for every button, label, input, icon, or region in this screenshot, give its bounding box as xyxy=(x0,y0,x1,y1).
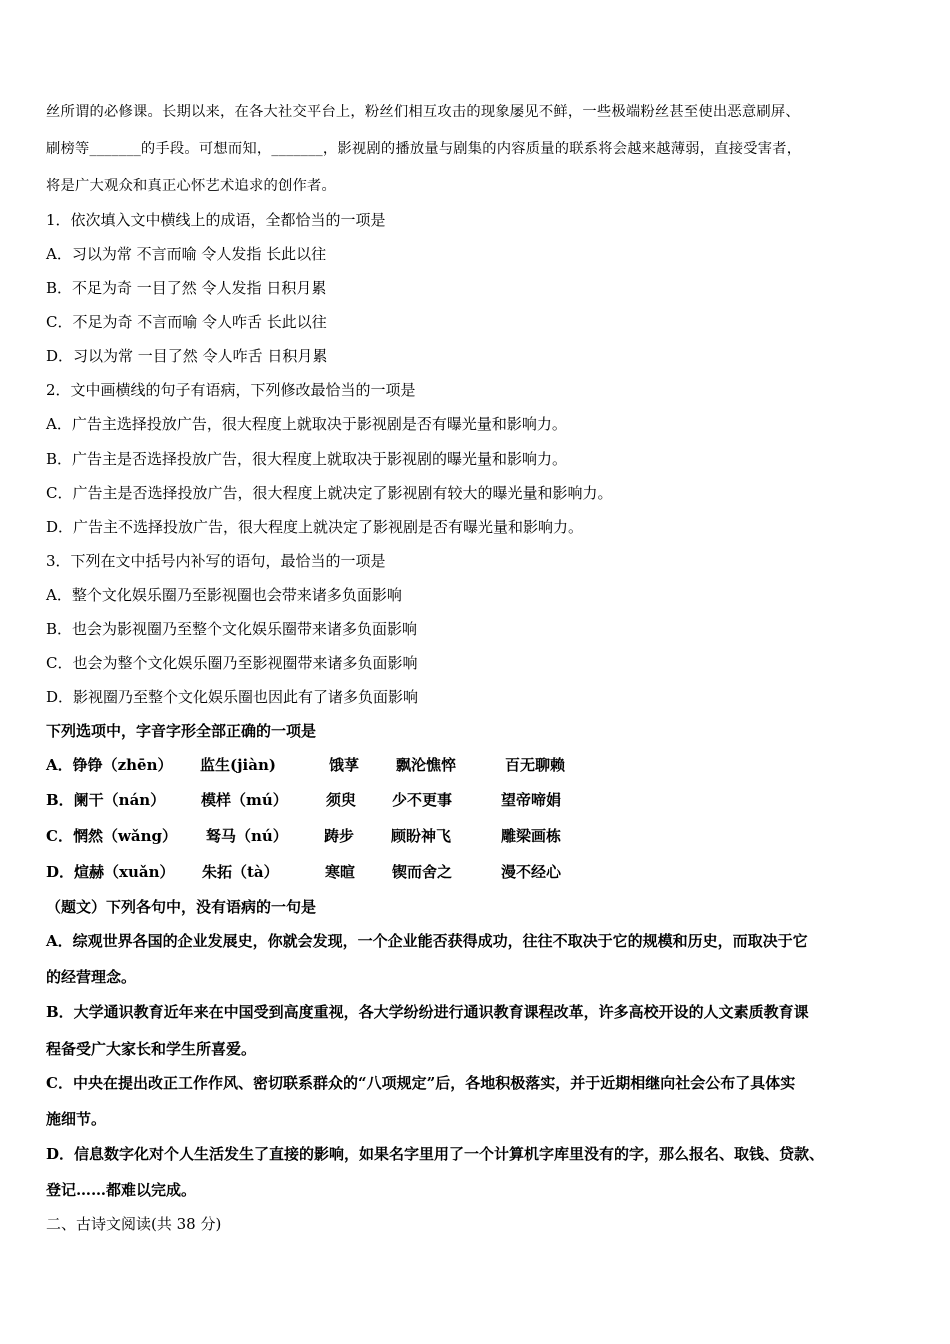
q3-option-a: A．整个文化娱乐圈乃至影视圈也会带来诸多负面影响 xyxy=(46,586,402,604)
q4-stem: 下列选项中，字音字形全部正确的一项是 xyxy=(46,722,317,740)
q5-option-b-line-1: B．大学通识教育近年来在中国受到高度重视，各大学纷纷进行通识教育课程改革，许多高校开设的人文素质教育课 xyxy=(46,1003,809,1021)
q4-b-item-3: 须臾 xyxy=(326,791,357,809)
q4-c-item-5: 雕梁画栋 xyxy=(501,827,562,845)
q4-d-item-3: 寒暄 xyxy=(325,863,356,881)
q4-b-item-1: B．阑干（nán） xyxy=(46,791,166,809)
passage-line-3: 将是广大观众和真正心怀艺术追求的创作者。 xyxy=(46,178,336,194)
passage-line-2: 刷榜等_______的手段。可想而知，_______，影视剧的播放量与剧集的内容质量的联系将会越来越薄弱，直接受害者， xyxy=(46,141,802,157)
q4-a-item-2: 监生(jiàn) xyxy=(200,756,276,774)
q4-c-item-2: 驽马（nú） xyxy=(206,827,288,845)
q4-d-item-4: 锲而舍之 xyxy=(392,863,453,881)
q1-option-b: B．不足为奇 一目了然 令人发指 日积月累 xyxy=(46,279,327,297)
q5-option-c-line-1: C．中央在提出改正工作作风、密切联系群众的“八项规定”后，各地积极落实，并于近期相继向社会公布了具体实 xyxy=(46,1074,796,1092)
q4-b-item-5: 望帝啼娟 xyxy=(501,791,562,809)
passage-line-1: 丝所谓的必修课。长期以来，在各大社交平台上，粉丝们相互攻击的现象屡见不鲜，一些极端粉丝甚至使出恶意刷屏、 xyxy=(46,104,800,120)
q1-option-c: C．不足为奇 不言而喻 令人咋舌 长此以往 xyxy=(46,313,327,331)
q4-c-item-1: C．惘然（wǎng） xyxy=(46,827,177,845)
q5-option-b-line-2: 程备受广大家长和学生所喜爱。 xyxy=(46,1040,257,1058)
q4-d-item-5: 漫不经心 xyxy=(501,863,562,881)
q2-option-c: C．广告主是否选择投放广告，很大程度上就决定了影视剧有较大的曝光量和影响力。 xyxy=(46,484,613,502)
q5-option-d-line-1: D．信息数字化对个人生活发生了直接的影响，如果名字里用了一个计算机字库里没有的字，那么报名、取钱、贷款、 xyxy=(46,1145,825,1163)
q5-option-c-line-2: 施细节。 xyxy=(46,1110,107,1128)
q2-option-d: D．广告主不选择投放广告，很大程度上就决定了影视剧是否有曝光量和影响力。 xyxy=(46,518,584,536)
q2-option-b: B．广告主是否选择投放广告，很大程度上就取决于影视剧的曝光量和影响力。 xyxy=(46,450,568,468)
q4-d-item-1: D．煊赫（xuǎn） xyxy=(46,863,175,881)
q2-stem: 2．文中画横线的句子有语病，下列修改最恰当的一项是 xyxy=(46,381,416,399)
q3-option-c: C．也会为整个文化娱乐圈乃至影视圈带来诸多负面影响 xyxy=(46,654,418,672)
q3-option-b: B．也会为影视圈乃至整个文化娱乐圈带来诸多负面影响 xyxy=(46,620,418,638)
section-heading: 二、古诗文阅读(共 38 分) xyxy=(46,1215,222,1233)
q5-stem: （题文）下列各句中，没有语病的一句是 xyxy=(46,898,317,916)
q1-option-d: D．习以为常 一目了然 令人咋舌 日积月累 xyxy=(46,347,328,365)
q4-a-item-4: 飘沦憔悴 xyxy=(396,756,457,774)
q1-option-a: A．习以为常 不言而喻 令人发指 长此以往 xyxy=(46,245,327,263)
q4-a-item-5: 百无聊赖 xyxy=(505,756,566,774)
q1-stem: 1．依次填入文中横线上的成语，全都恰当的一项是 xyxy=(46,211,386,229)
q4-a-item-1: A．铮铮（zhēn） xyxy=(46,756,173,774)
q4-d-item-2: 朱拓（tà） xyxy=(202,863,279,881)
q4-b-item-2: 模样（mú） xyxy=(201,791,288,809)
q4-c-item-3: 踌步 xyxy=(324,827,355,845)
q3-option-d: D．影视圈乃至整个文化娱乐圈也因此有了诸多负面影响 xyxy=(46,688,419,706)
q5-option-d-line-2: 登记……都难以完成。 xyxy=(46,1181,197,1199)
q2-option-a: A．广告主选择投放广告，很大程度上就取决于影视剧是否有曝光量和影响力。 xyxy=(46,415,567,433)
q3-stem: 3．下列在文中括号内补写的语句，最恰当的一项是 xyxy=(46,552,386,570)
q5-option-a-line-1: A．综观世界各国的企业发展史，你就会发现，一个企业能否获得成功，往往不取决于它的规模和历史，而取决于它 xyxy=(46,932,808,950)
q4-c-item-4: 顾盼神飞 xyxy=(391,827,452,845)
q4-b-item-4: 少不更事 xyxy=(392,791,453,809)
q4-a-item-3: 饿莩 xyxy=(329,756,360,774)
q5-option-a-line-2: 的经营理念。 xyxy=(46,968,137,986)
